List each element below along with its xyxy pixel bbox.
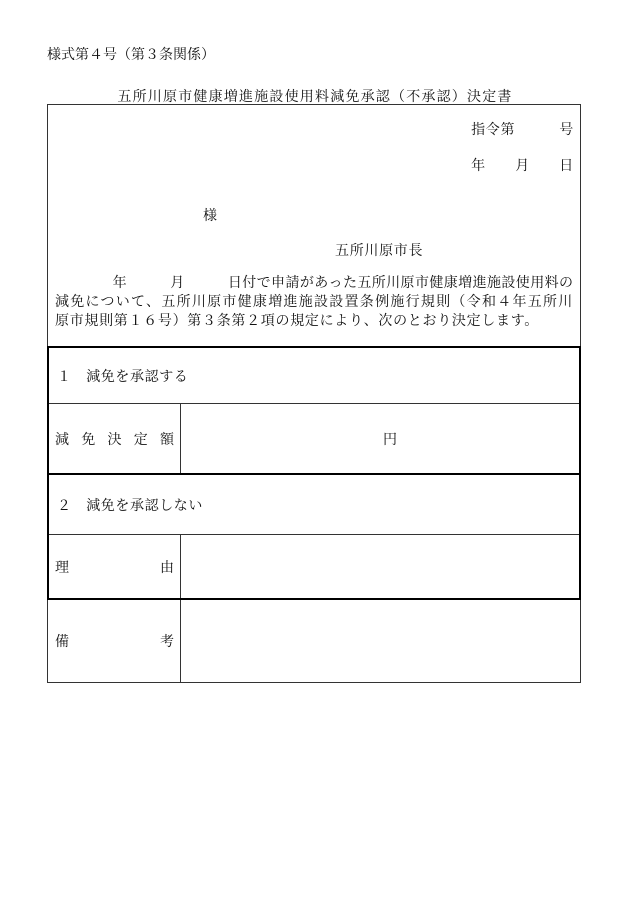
remarks-label-cell	[48, 600, 181, 682]
document-title: 五所川原市健康増進施設使用料減免承認（不承認）決定書	[117, 89, 513, 105]
remarks-value-cell	[181, 600, 580, 682]
statement-line: 年 月 日付で申請があった五所川原市健康増進施設使用料の	[55, 275, 573, 291]
approval-heading: １ 減免を承認する	[57, 368, 189, 385]
approval-section-heading-row	[49, 348, 579, 404]
statement-line: 原市規則第１６号）第３条第２項の規定により、次のとおり決定します。	[55, 313, 539, 329]
reduction-amount-label: 減免決定額	[55, 431, 174, 448]
form-number: 様式第４号（第３条関係）	[47, 47, 215, 63]
reduction-amount-label-cell	[49, 404, 181, 473]
yen-unit: 円	[383, 431, 397, 448]
remarks-row	[48, 600, 580, 682]
addressee-suffix: 様	[203, 208, 217, 224]
rejection-reason-row	[49, 535, 579, 598]
reason-label: 理由	[55, 559, 174, 576]
reduction-amount-value-cell	[181, 404, 579, 473]
decision-table	[47, 346, 581, 600]
directive-number: 指令第 号	[471, 122, 574, 138]
rejection-heading: ２ 減免を承認しない	[57, 497, 203, 514]
decision-statement	[55, 274, 573, 331]
rejection-section-heading-row	[49, 475, 579, 535]
statement-line: 減免について、五所川原市健康増進施設設置条例施行規則（令和４年五所川	[55, 294, 573, 310]
decision-form-sheet	[47, 104, 581, 683]
issue-date: 年 月 日	[471, 158, 574, 174]
remarks-label: 備考	[55, 634, 174, 650]
reason-label-cell	[49, 535, 181, 598]
reduction-amount-row	[49, 404, 579, 475]
issuer-name: 五所川原市長	[335, 243, 424, 259]
reason-value-cell	[181, 535, 579, 598]
